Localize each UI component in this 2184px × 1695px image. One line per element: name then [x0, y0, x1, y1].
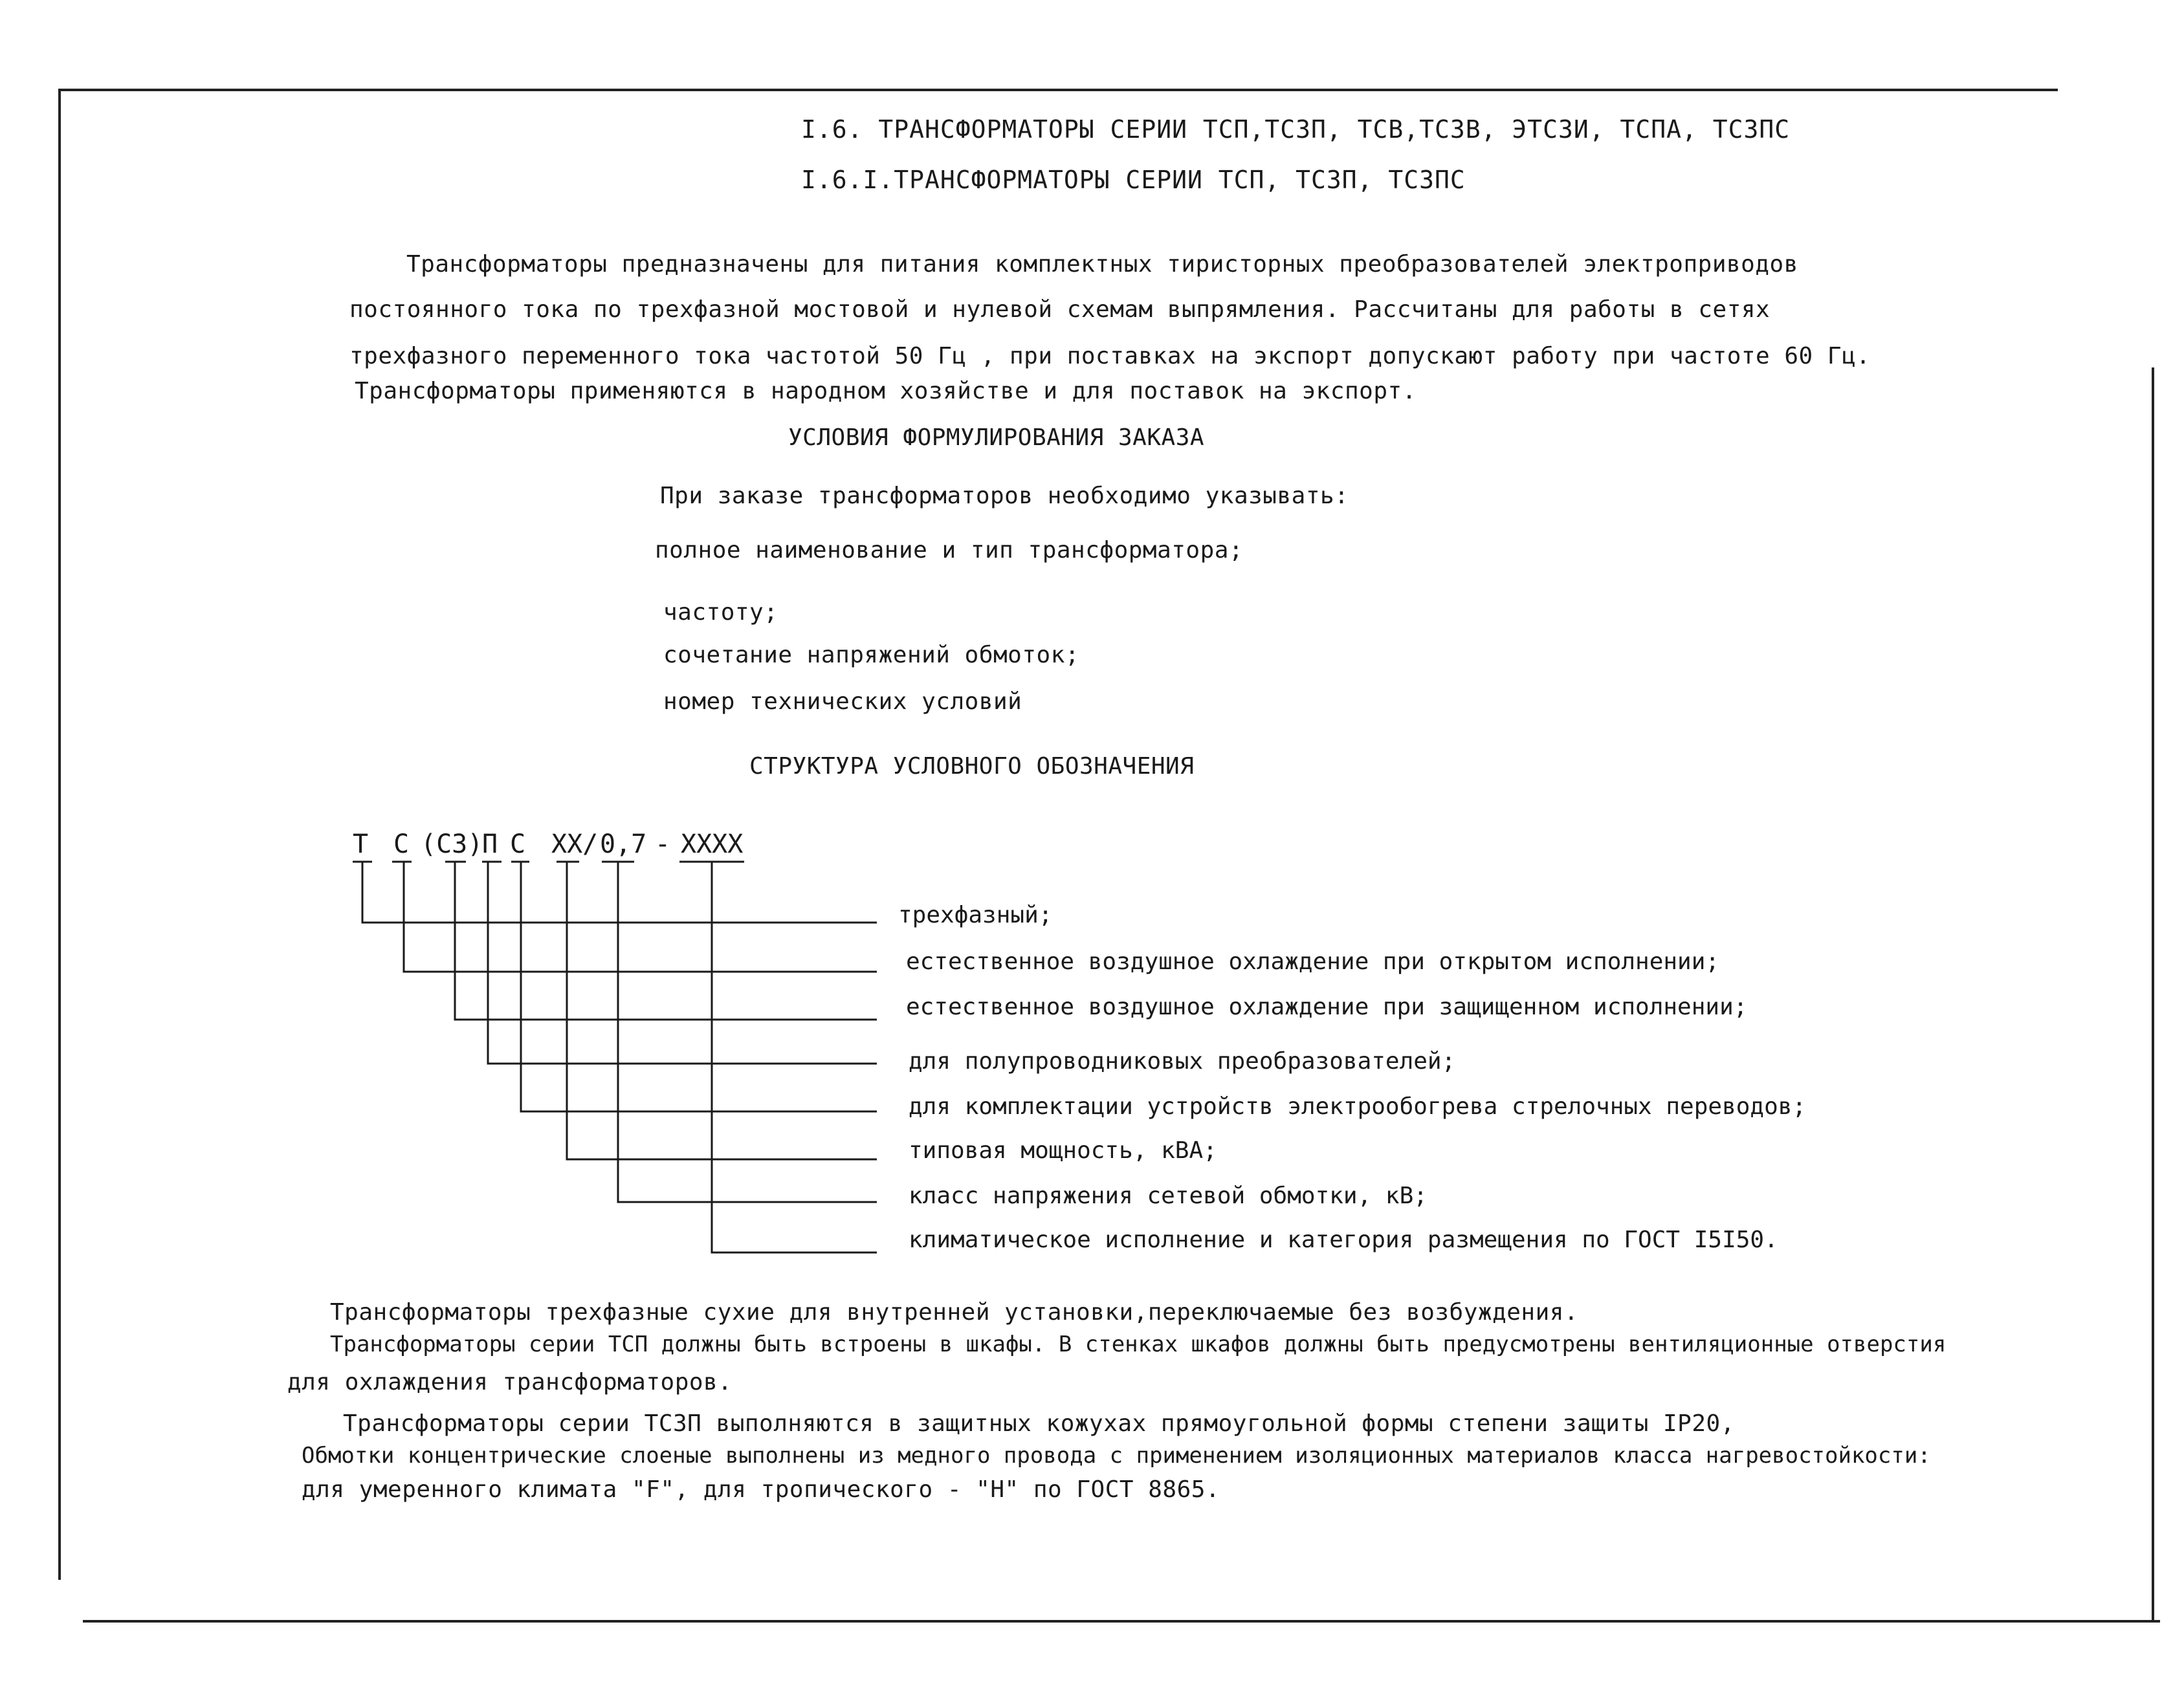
order-title: УСЛОВИЯ ФОРМУЛИРОВАНИЯ ЗАКАЗА — [788, 424, 1205, 451]
frame-bottom-rule — [83, 1620, 2160, 1623]
subsection-heading: I.6.I.ТРАНСФОРМАТОРЫ СЕРИИ ТСП, ТСЗП, ТСЗПС — [801, 166, 1466, 194]
footer-line-5: Обмотки концентрические слоеные выполнены из медного провода с применением изоляционных материалов класса нагревостойкости: — [302, 1443, 1931, 1469]
order-item: полное наименование и тип трансформатора; — [655, 537, 1244, 563]
code-part: С — [393, 829, 410, 859]
order-item: частоту; — [663, 599, 778, 626]
legend-item: для комплектации устройств электрообогрева стрелочных переводов; — [909, 1093, 1807, 1120]
code-part: - — [655, 829, 671, 859]
footer-line-1: Трансформаторы трехфазные сухие для внутренней установки,переключаемые без возбуждения. — [330, 1299, 1579, 1326]
frame-left-rule — [58, 89, 61, 1580]
section-heading: I.6. ТРАНСФОРМАТОРЫ СЕРИИ ТСП,ТСЗП, ТСВ,ТСЗВ, ЭТСЗИ, ТСПА, ТСЗПС — [801, 115, 1791, 144]
code-part: Т — [353, 829, 369, 859]
intro-line-2: постоянного тока по трехфазной мостовой и нулевой схемам выпрямления. Рассчитаны для работы в сетях — [349, 296, 1770, 323]
footer-line-3: для охлаждения трансформаторов. — [287, 1369, 733, 1395]
legend-item: климатическое исполнение и категория размещения по ГОСТ I5I50. — [909, 1227, 1778, 1253]
code-part: (СЗ) — [421, 829, 483, 859]
intro-line-4: Трансформаторы применяются в народном хозяйстве и для поставок на экспорт. — [355, 378, 1417, 404]
intro-line-1: Трансформаторы предназначены для питания комплектных тиристорных преобразователей электроприводов — [406, 251, 1798, 278]
intro-line-3: трехфазного переменного тока частотой 50 Гц , при поставках на экспорт допускают работу при частоте 60 Гц. — [349, 343, 1871, 369]
order-lead: При заказе трансформаторов необходимо указывать: — [660, 483, 1349, 509]
frame-right-rule — [2152, 367, 2154, 1620]
legend-item: естественное воздушное охлаждение при открытом исполнении; — [906, 948, 1720, 975]
frame-top-rule — [58, 89, 2058, 91]
order-item: номер технических условий — [663, 688, 1022, 715]
footer-line-2: Трансформаторы серии ТСП должны быть встроены в шкафы. В стенках шкафов должны быть предусмотрены вентиляционные отверстия — [330, 1331, 1947, 1357]
code-part: С — [510, 829, 526, 859]
legend-item: естественное воздушное охлаждение при защищенном исполнении; — [906, 994, 1748, 1020]
code-part: ХХ/ — [551, 829, 599, 859]
legend-item: трехфазный; — [898, 902, 1053, 928]
footer-line-6: для умеренного климата "F", для тропического - "Н" по ГОСТ 8865. — [302, 1476, 1220, 1503]
footer-line-4: Трансформаторы серии ТСЗП выполняются в защитных кожухах прямоугольной формы степени защиты IP20, — [343, 1410, 1735, 1437]
code-part: П — [482, 829, 498, 859]
legend-item: класс напряжения сетевой обмотки, кВ; — [909, 1183, 1428, 1209]
legend-item: типовая мощность, кВА; — [909, 1137, 1217, 1164]
structure-title: СТРУКТУРА УСЛОВНОГО ОБОЗНАЧЕНИЯ — [749, 753, 1195, 780]
legend-item: для полупроводниковых преобразователей; — [909, 1048, 1456, 1075]
code-part: 0,7 — [600, 829, 647, 859]
order-item: сочетание напряжений обмоток; — [663, 642, 1080, 668]
code-part: ХХХХ — [681, 829, 744, 859]
